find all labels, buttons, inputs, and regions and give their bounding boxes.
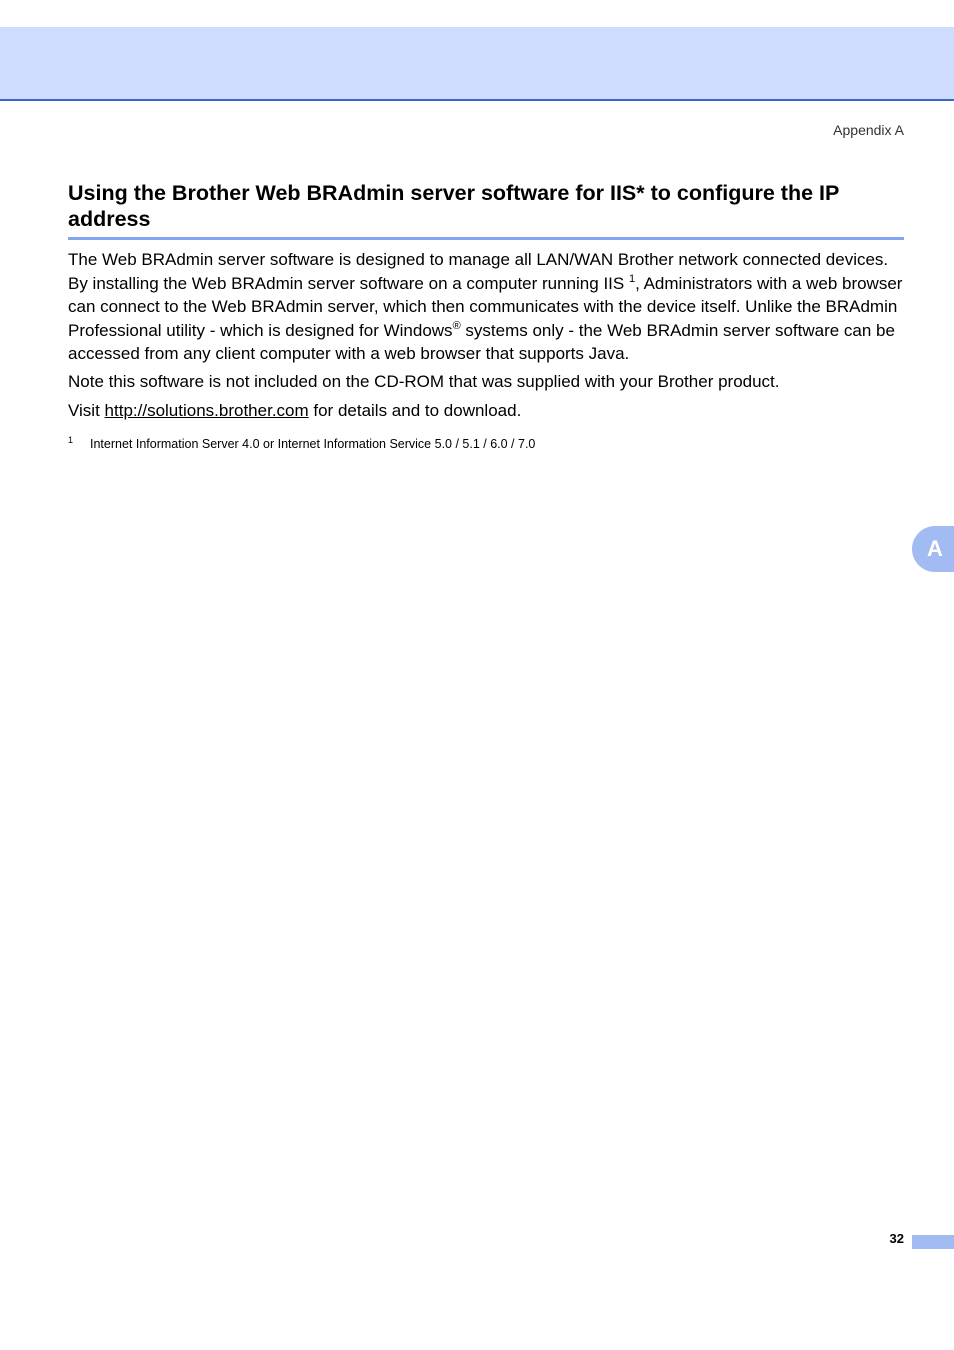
chapter-tab: A [912, 526, 954, 572]
footnote [68, 432, 535, 452]
footnote-marker: 1 [68, 435, 74, 445]
visit-suffix: for details and to download. [308, 401, 522, 420]
intro-text-part1: The Web BRAdmin server software is designed to manage all LAN/WAN Brother network connected devices. By installing the Web BRAdmin server software on a computer running IIS [68, 250, 889, 293]
visit-prefix: Visit [68, 401, 105, 420]
page-tab [912, 1235, 954, 1249]
footnote-reference[interactable]: 1 [628, 272, 636, 285]
solutions-link[interactable]: http://solutions.brother.com [104, 401, 309, 420]
note-text: Note this software is not included on the CD-ROM that was supplied with your Brother product. [68, 372, 780, 391]
running-head: Appendix A [833, 122, 904, 138]
header-band [0, 27, 954, 101]
registered-trademark-mark: ® [452, 319, 461, 332]
intro-text-part3: systems only - the Web BRAdmin server software can be accessed from any client computer with a web browser that supports Java. [68, 320, 895, 363]
paragraph-note [68, 370, 908, 394]
paragraph-visit [68, 399, 908, 423]
intro-text-part2: , Administrators with a web browser can connect to the Web BRAdmin server, which then communicates with the device itself. Unlike the BRAdmin Professional utility - which is designed for Windows [68, 273, 903, 340]
section-title: Using the Brother Web BRAdmin server software for IIS* to configure the IP address [68, 180, 904, 240]
paragraph-intro [68, 248, 908, 366]
footnote-text: Internet Information Server 4.0 or Internet Information Service 5.0 / 5.1 / 6.0 / 7.0 [90, 437, 536, 451]
page-number: 32 [889, 1231, 904, 1246]
